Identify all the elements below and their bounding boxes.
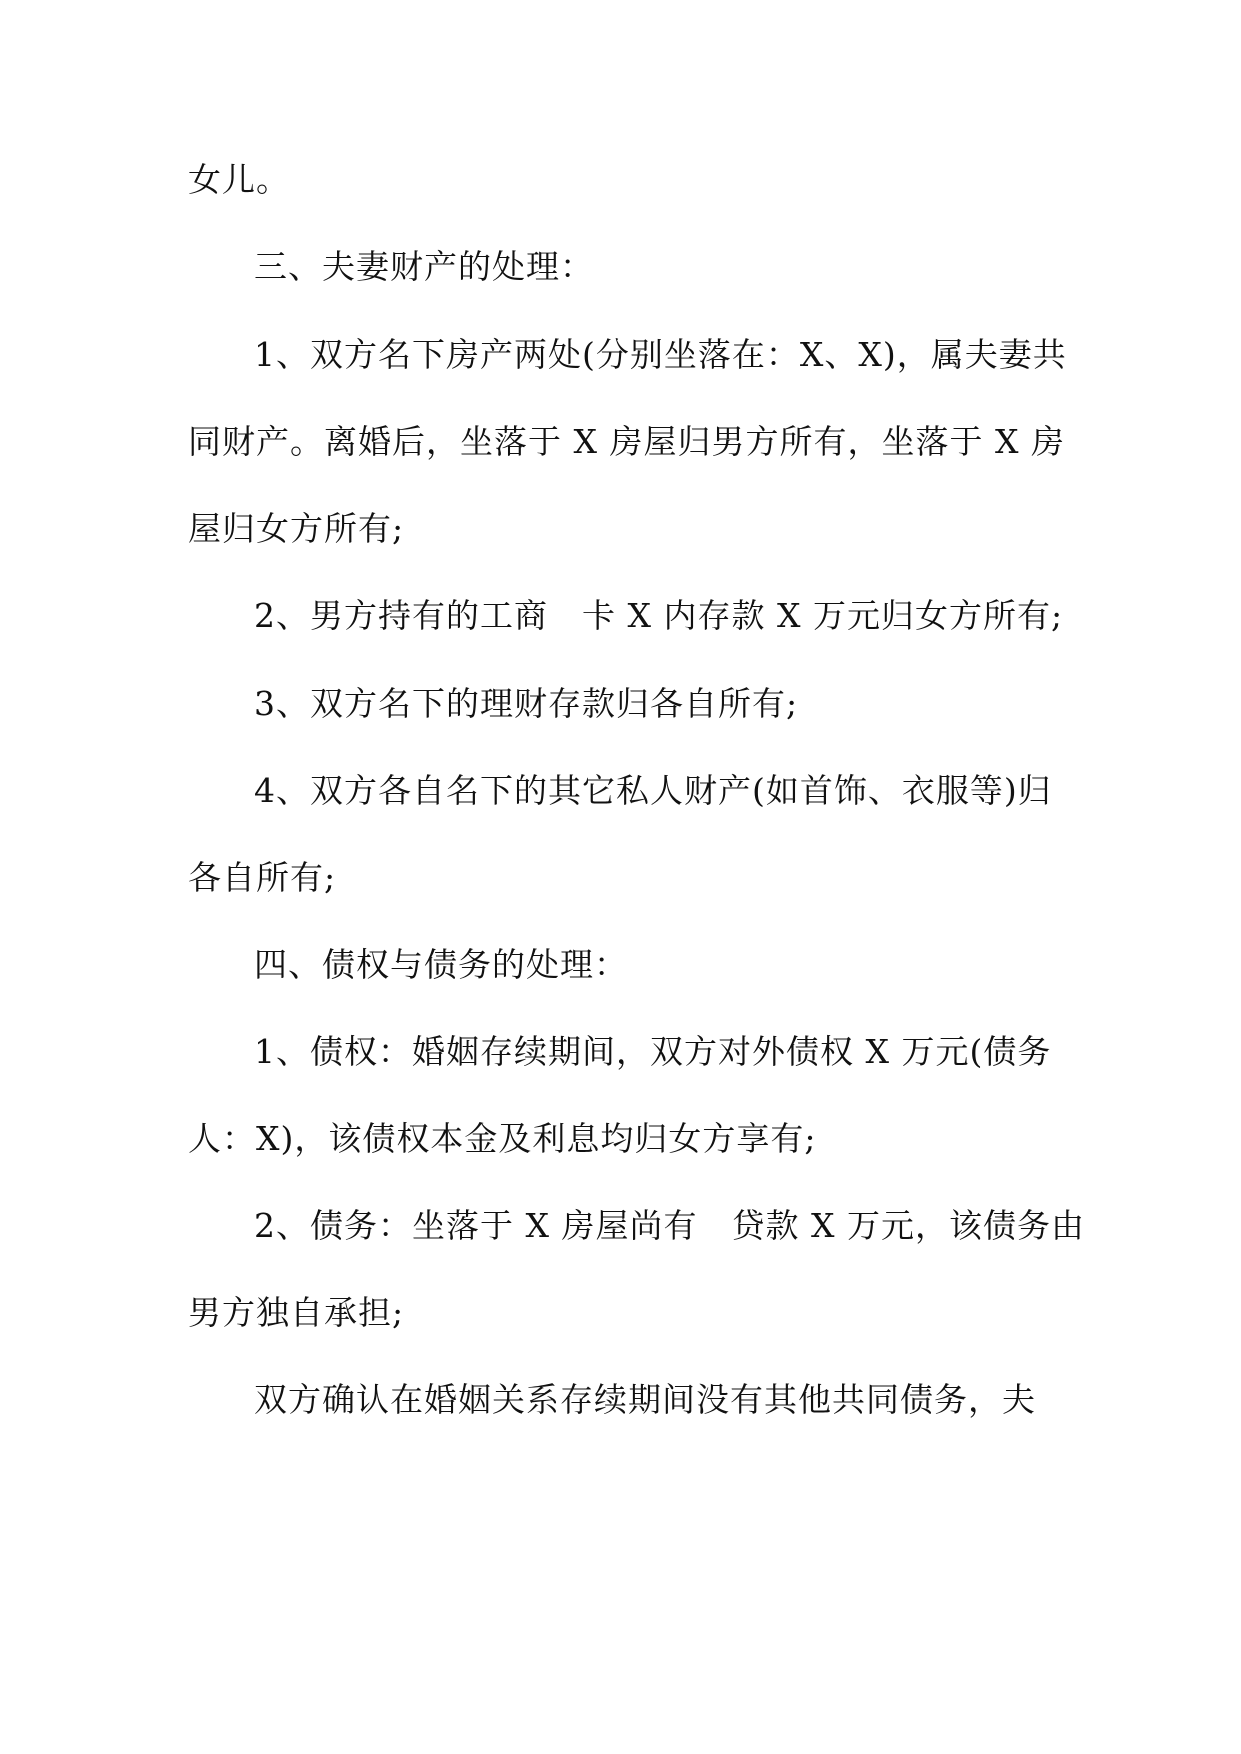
paragraph-line — [0, 586, 1241, 646]
paragraph-line-text: 各自所有; — [188, 858, 337, 897]
paragraph-line-text: 2、男方持有的工商 卡 X 内存款 X 万元归女方所有; — [254, 596, 1064, 635]
paragraph-line-text: 屋归女方所有; — [188, 509, 405, 548]
paragraph-line — [0, 499, 1241, 559]
paragraph-line — [0, 1283, 1241, 1343]
paragraph-line-text: 同财产。离婚后，坐落于 X 房屋归男方所有，坐落于 X 房 — [188, 422, 1065, 461]
paragraph-line-text: 1、债权：婚姻存续期间，双方对外债权 X 万元(债务 — [254, 1032, 1052, 1071]
paragraph-line — [0, 1370, 1241, 1430]
text-line — [0, 150, 1241, 210]
section-heading-text: 三、夫妻财产的处理： — [254, 247, 594, 286]
paragraph-line — [0, 761, 1241, 821]
paragraph-line-text: 4、双方各自名下的其它私人财产(如首饰、衣服等)归 — [254, 771, 1052, 810]
section-heading — [0, 935, 1241, 995]
section-heading — [0, 237, 1241, 297]
paragraph-line-text: 3、双方名下的理财存款归各自所有; — [254, 684, 799, 723]
paragraph-line — [0, 674, 1241, 734]
paragraph-line-text: 2、债务：坐落于 X 房屋尚有 贷款 X 万元，该债务由 — [254, 1206, 1085, 1245]
text-line-content: 女儿。 — [188, 160, 290, 199]
paragraph-line-text: 男方独自承担; — [188, 1293, 405, 1332]
paragraph-line-text: 1、双方名下房产两处(分别坐落在：X、X)，属夫妻共 — [254, 335, 1067, 374]
paragraph-line — [0, 412, 1241, 472]
paragraph-line — [0, 848, 1241, 908]
paragraph-line — [0, 1022, 1241, 1082]
section-heading-text: 四、债权与债务的处理： — [254, 945, 628, 984]
paragraph-line — [0, 1109, 1241, 1169]
paragraph-line — [0, 325, 1241, 385]
paragraph-line-text: 人：X)，该债权本金及利息均归女方享有; — [188, 1119, 817, 1158]
paragraph-line — [0, 1196, 1241, 1256]
paragraph-line-text: 双方确认在婚姻关系存续期间没有其他共同债务，夫 — [254, 1380, 1036, 1419]
